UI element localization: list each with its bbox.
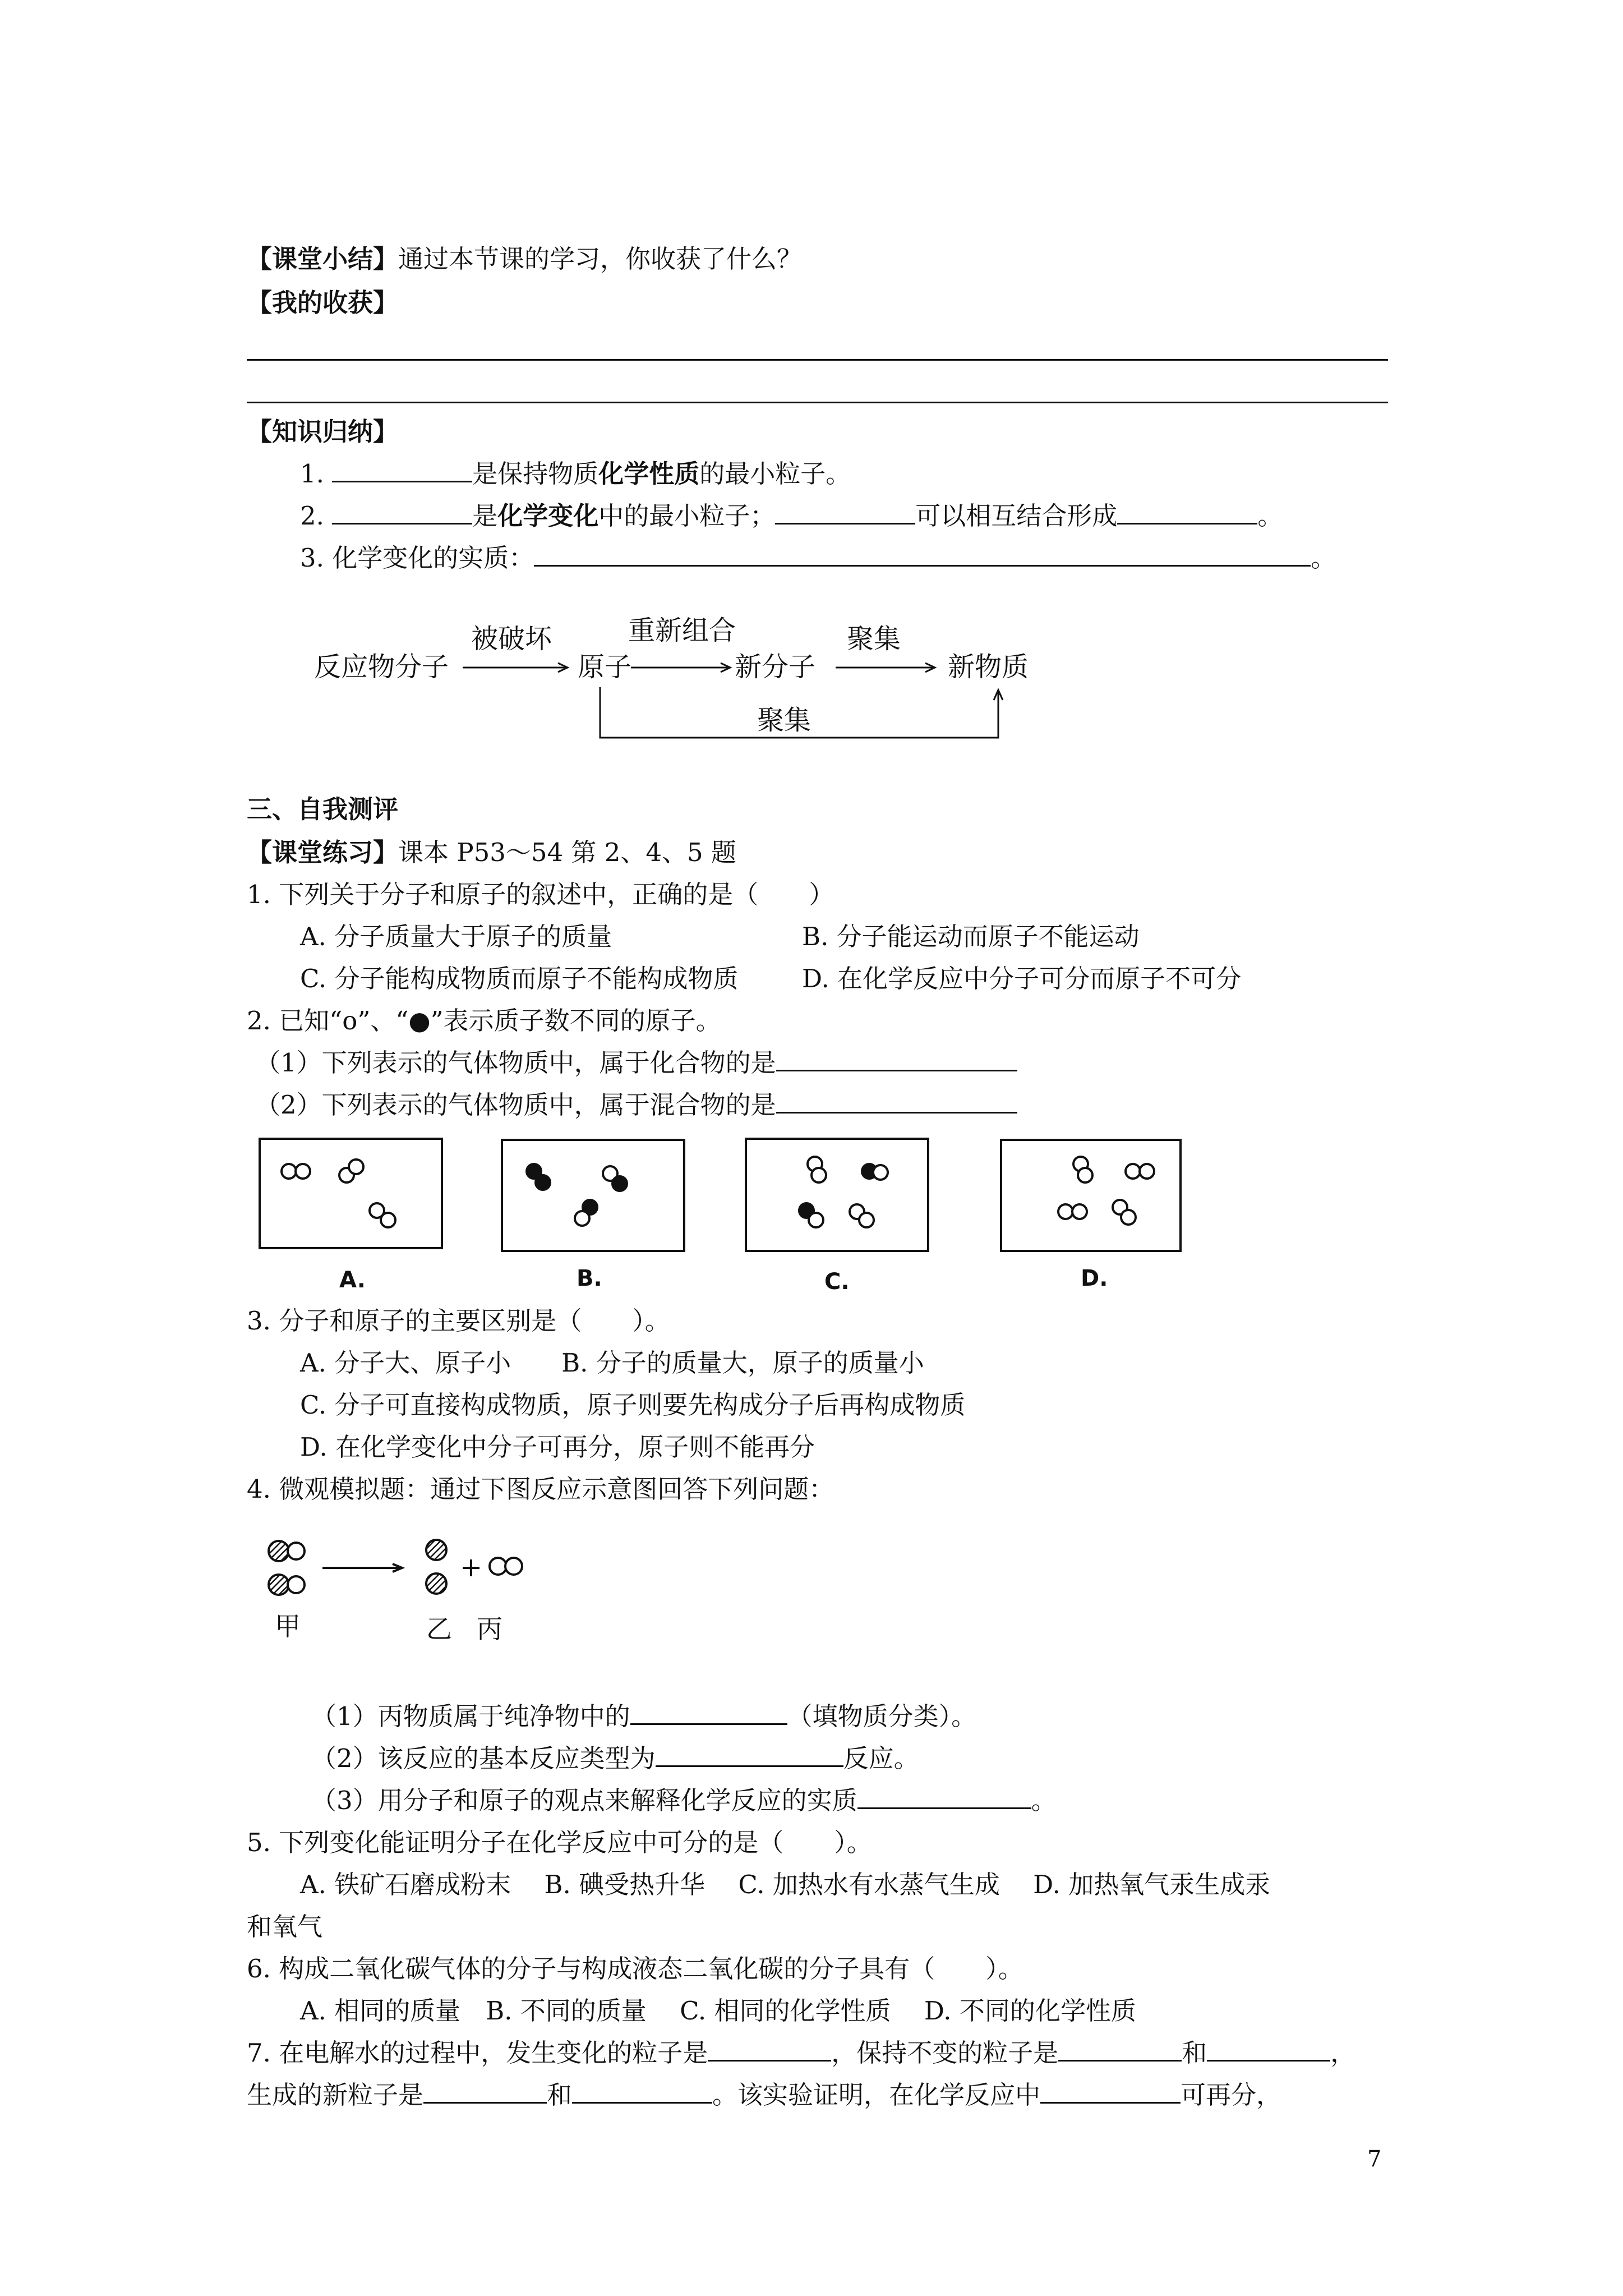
q7-line-2 <box>247 2078 1281 2112</box>
blank[interactable] <box>1117 500 1257 524</box>
flow-label-gather: 聚集 <box>847 623 901 655</box>
box-b <box>502 1140 684 1251</box>
text: 7. 在电解水的过程中，发生变化的粒子是 <box>247 2038 708 2068</box>
flow-product: 新物质 <box>948 651 1029 683</box>
text: 反应。 <box>843 1743 919 1773</box>
flow-reactant: 反应物分子 <box>314 651 449 683</box>
q2-sub-2 <box>255 1088 1017 1122</box>
q1-option-b: B. 分子能运动而原子不能运动 <box>802 922 1140 951</box>
practice-line <box>247 836 736 869</box>
molecule <box>862 1164 888 1180</box>
molecule-jia-1 <box>269 1541 305 1561</box>
knowledge-item-1 <box>300 457 851 491</box>
q7-line-1 <box>247 2036 1355 2070</box>
label-jia: 甲 <box>275 1611 301 1641</box>
label-c: C. <box>824 1269 850 1295</box>
practice-text: 课本 P53～54 第 2、4、5 题 <box>398 838 736 867</box>
blank[interactable] <box>656 1743 843 1767</box>
text: （3）用分子和原子的观点来解释化学反应的实质 <box>311 1786 857 1815</box>
blank[interactable] <box>332 458 472 482</box>
text: 是保持物质 <box>472 459 599 489</box>
flow-label-broken: 被破坏 <box>471 623 552 655</box>
blank[interactable] <box>332 500 472 524</box>
q2-sub-1 <box>255 1046 1017 1080</box>
q4-reaction-diagram <box>258 1526 550 1655</box>
summary-heading: 【课堂小结】 <box>247 244 399 274</box>
q5-options: A. 铁矿石磨成粉末 B. 碘受热升华 C. 加热水有水蒸气生成 D. 加热氧气汞生成汞 <box>300 1870 1271 1899</box>
text: 和 <box>1182 2038 1207 2068</box>
text: （1）丙物质属于纯净物中的 <box>311 1701 630 1731</box>
q3-option-c: C. 分子可直接构成物质，原子则要先构成分子后再构成物质 <box>300 1390 966 1420</box>
blank[interactable] <box>857 1785 1031 1809</box>
blank[interactable] <box>423 2079 547 2104</box>
label-d: D. <box>1081 1266 1108 1291</box>
bold-term: 化学变化 <box>497 501 599 531</box>
page-number: 7 <box>1367 2146 1382 2172</box>
knowledge-item-3 <box>300 541 1336 575</box>
knowledge-heading: 【知识归纳】 <box>247 417 399 447</box>
flow-new-molecule: 新分子 <box>735 651 816 683</box>
q5-options-cont: 和氧气 <box>247 1912 323 1941</box>
section3-heading: 三、自我测评 <box>247 794 399 824</box>
atom-yi-2 <box>426 1573 446 1594</box>
practice-heading: 【课堂练习】 <box>247 838 399 867</box>
blank[interactable] <box>1207 2037 1330 2062</box>
text: （1）下列表示的气体物质中，属于化合物的是 <box>255 1048 776 1078</box>
q1-stem: 1. 下列关于分子和原子的叙述中，正确的是（ ） <box>247 880 834 909</box>
summary-question: 通过本节课的学习，你收获了什么？ <box>398 244 803 274</box>
reaction-flow-diagram <box>303 611 1077 740</box>
text: 可以相互结合形成 <box>915 501 1118 531</box>
q1-option-d: D. 在化学反应中分子可分而原子不可分 <box>802 964 1242 993</box>
flow-atom: 原子 <box>578 651 632 683</box>
box-c <box>746 1139 928 1251</box>
answer-line-2 <box>247 402 1388 403</box>
q6-stem: 6. 构成二氧化碳气体的分子与构成液态二氧化碳的分子具有（ ）。 <box>247 1954 1023 1984</box>
harvest-heading: 【我的收获】 <box>247 288 399 318</box>
knowledge-item-2 <box>300 499 1283 533</box>
text: 是 <box>472 501 498 531</box>
q3-option-d: D. 在化学变化中分子可再分，原子则不能再分 <box>300 1432 815 1462</box>
q2-particle-figures <box>247 1133 1200 1301</box>
blank[interactable] <box>630 1701 787 1725</box>
text: （填物质分类）。 <box>787 1701 977 1731</box>
blank[interactable] <box>776 1089 1017 1114</box>
text: 。 <box>1031 1786 1057 1815</box>
text: 。该实验证明，在化学反应中 <box>712 2080 1041 2110</box>
q4-stem: 4. 微观模拟题：通过下图反应示意图回答下列问题： <box>247 1474 834 1504</box>
blank[interactable] <box>775 500 915 524</box>
q4-sub-2 <box>311 1742 919 1775</box>
label-yi: 乙 <box>426 1614 452 1644</box>
item-number: 2. <box>300 501 324 531</box>
text: （2）该反应的基本反应类型为 <box>311 1743 656 1773</box>
q1-option-a: A. 分子质量大于原子的质量 <box>300 922 612 951</box>
text: 可再分， <box>1181 2080 1282 2110</box>
text: 生成的新粒子是 <box>247 2080 424 2110</box>
q5-stem: 5. 下列变化能证明分子在化学反应中可分的是（ ）。 <box>247 1828 872 1857</box>
text: ， <box>1330 2038 1356 2068</box>
blank[interactable] <box>534 542 1311 567</box>
atom-yi-1 <box>426 1540 446 1560</box>
text: 的最小粒子。 <box>699 459 851 489</box>
q4-sub-3 <box>311 1784 1057 1818</box>
item-number: 1. <box>300 459 324 489</box>
q3-option-ab: A. 分子大、原子小 B. 分子的质量大，原子的质量小 <box>300 1348 924 1378</box>
text: 和 <box>547 2080 573 2110</box>
q3-stem: 3. 分子和原子的主要区别是（ ）。 <box>247 1306 670 1336</box>
blank[interactable] <box>1058 2037 1182 2062</box>
label-a: A. <box>339 1267 366 1293</box>
blank[interactable] <box>776 1047 1017 1071</box>
box-d <box>1001 1140 1181 1251</box>
molecule-bing <box>490 1558 522 1575</box>
flow-label-bottom: 聚集 <box>757 705 811 736</box>
text: （2）下列表示的气体物质中，属于混合物的是 <box>255 1090 776 1120</box>
text: ，保持不变的粒子是 <box>831 2038 1059 2068</box>
q4-sub-1 <box>311 1700 976 1733</box>
text: 。 <box>1257 501 1283 531</box>
bold-term: 化学性质 <box>598 459 700 489</box>
text: 3. 化学变化的实质： <box>300 543 534 573</box>
flow-label-recombine: 重新组合 <box>628 615 736 646</box>
blank[interactable] <box>1040 2079 1181 2104</box>
text: 。 <box>1311 543 1336 573</box>
blank[interactable] <box>572 2079 712 2104</box>
answer-line-1 <box>247 359 1388 361</box>
text: 中的最小粒子； <box>598 501 776 531</box>
q2-stem: 2. 已知“o”、“●”表示质子数不同的原子。 <box>247 1006 721 1036</box>
label-bing: 丙 <box>477 1614 502 1644</box>
summary-line <box>247 242 802 276</box>
molecule-jia-2 <box>269 1575 305 1595</box>
q6-options: A. 相同的质量 B. 不同的质量 C. 相同的化学性质 D. 不同的化学性质 <box>300 1996 1136 2026</box>
blank[interactable] <box>708 2037 831 2062</box>
q1-option-c: C. 分子能构成物质而原子不能构成物质 <box>300 964 739 993</box>
box-a <box>260 1139 442 1248</box>
label-b: B. <box>577 1266 602 1291</box>
